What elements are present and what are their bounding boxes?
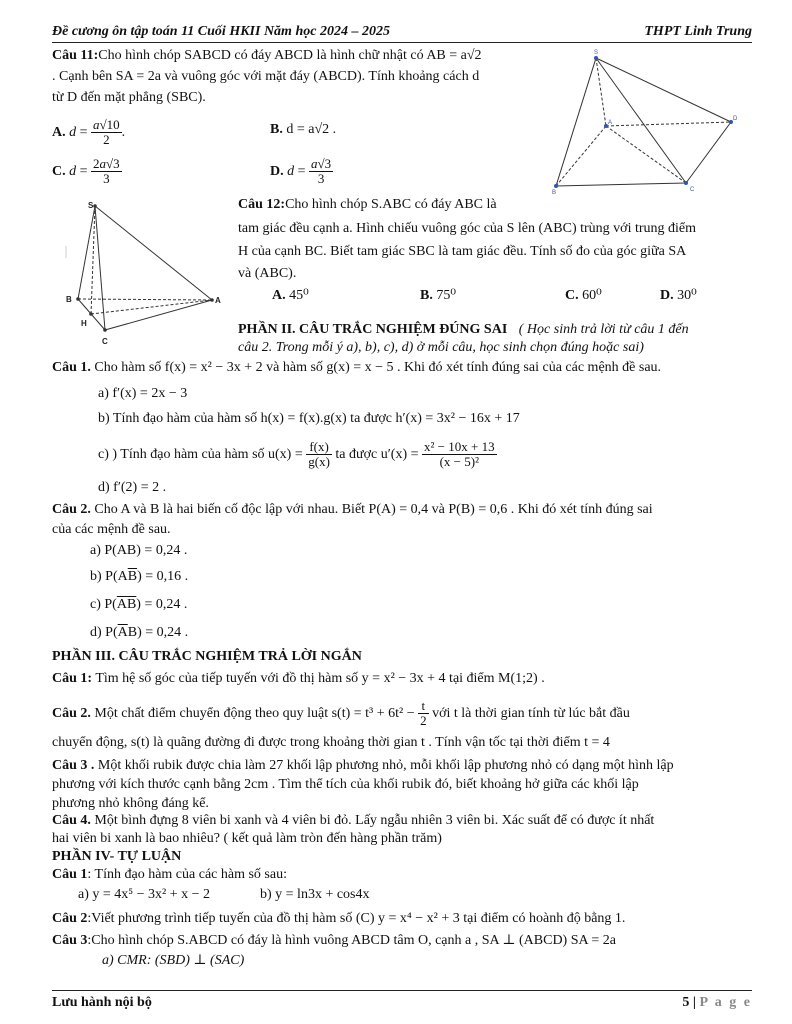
p2-q1-b: b) Tính đạo hàm của hàm số h(x) = f(x).g(x) ta được h′(x) = 3x² − 16x + 17: [98, 411, 520, 426]
part2-heading: PHẦN II. CÂU TRẮC NGHIỆM ĐÚNG SAI ( Học sinh trả lời từ câu 1 đến: [238, 322, 689, 337]
q12-label: Câu 12:: [238, 197, 286, 212]
p3-q2-cont: chuyển động, s(t) là quãng đường đi được trong khoảng thời gian t . Tính vận tốc tại thời điểm t = 4: [52, 735, 610, 750]
part2-title: PHẦN II. CÂU TRẮC NGHIỆM ĐÚNG SAI: [238, 322, 508, 337]
p3-q3: Câu 3 . Một khối rubik được chia làm 27 khối lập phương nhỏ, mỗi khối lập phương nhỏ có dạng một hình lập: [52, 758, 674, 773]
q12-line3: H của cạnh BC. Biết tam giác SBC là tam giác đều. Tính số đo của góc giữa SA: [238, 244, 687, 259]
q12-option-b: B. 75⁰: [420, 288, 456, 303]
p3-q2: Câu 2. Một chất điểm chuyển động theo quy luật s(t) = t³ + 6t² − $\frac{t}{2}$ với t là thời gian tính từ lúc bắt đầu: [52, 698, 630, 729]
p2-q1-stem: Câu 1. Cho hàm số f(x) = x² − 3x + 2 và hàm số g(x) = x − 5 . Khi đó xét tính đúng sai của các mệnh đề sau.: [52, 360, 662, 375]
q12-option-d: D. 30⁰: [660, 288, 697, 303]
q11-option-b: B. d = a√2 .: [270, 122, 337, 137]
p4-q2: Câu 2:Viết phương trình tiếp tuyến của đồ thị hàm số (C) y = x⁴ − x² + 3 tại điểm có hoành độ bằng 1.: [52, 911, 626, 926]
p3-q3-l2: phương với kích thước cạnh bằng 2cm . Tìm thể tích của khối rubik đó, biết khoảng hở giữa các khối lập: [52, 777, 639, 792]
point-b: [554, 184, 558, 188]
p2-q1-c: c) ) Tính đạo hàm của hàm số u(x) = $\frac{f(x)}{g(x)}$ ta được u′(x) = $\frac{\text{x² − 10x + 13}}{\text{(x − 5)²}}$: [98, 439, 495, 470]
label-s: S: [594, 50, 599, 56]
q12-option-a: A. 45⁰: [272, 288, 309, 303]
q11-label: Câu 11:: [52, 48, 99, 63]
p4-q1-a: a) y = 4x⁵ − 3x² + x − 2: [78, 887, 211, 902]
p4-q1: Câu 1: Tính đạo hàm của các hàm số sau:: [52, 867, 287, 882]
p3-q4: Câu 4. Một bình đựng 8 viên bi xanh và 4 viên bi đỏ. Lấy ngẫu nhiên 3 viên bi. Xác suất để có được ít nhất: [52, 813, 655, 828]
part3-title: PHẦN III. CÂU TRẮC NGHIỆM TRẢ LỜI NGẮN: [52, 649, 362, 664]
point-s: [594, 56, 598, 60]
p2-q2-a: a) P(AB) = 0,24 .: [90, 543, 188, 558]
p4-q1-b: b) y = ln3x + cos4x: [260, 887, 370, 902]
q12-line1: Câu 12:Cho hình chóp S.ABC có đáy ABC là: [238, 197, 497, 212]
p3-q4-l2: hai viên bi xanh là bao nhiêu? ( kết quả làm tròn đến hàng phần trăm): [52, 831, 442, 846]
p2-q1-a: a) f′(x) = 2x − 3: [98, 386, 188, 401]
part2-note: câu 2. Trong mỗi ý a), b), c), d) ở mỗi câu, học sinh chọn đúng hoặc sai): [238, 340, 644, 355]
p3-q3-l3: phương nhỏ không đáng kể.: [52, 796, 209, 811]
label-a: A: [608, 120, 613, 126]
p2-q2-stem2: của các mệnh đề sau.: [52, 522, 171, 537]
page-footer: [52, 990, 752, 1010]
point-c: [684, 181, 688, 185]
label-a: A: [215, 296, 221, 305]
header-school: THPT Linh Trung: [644, 24, 752, 39]
p3-q1: Câu 1: Tìm hệ số góc của tiếp tuyến với đồ thị hàm số y = x² − 3x + 4 tại điểm M(1;2) .: [52, 671, 545, 686]
p2-q1-d: d) f′(2) = 2 .: [98, 480, 167, 495]
q11-line3: từ D đến mặt phẳng (SBC).: [52, 90, 206, 105]
part4-title: PHẦN IV- TỰ LUẬN: [52, 849, 182, 864]
q11-line1: Câu 11:Cho hình chóp SABCD có đáy ABCD là hình chữ nhật có AB = a√2: [52, 48, 482, 63]
q12-line4: và (ABC).: [238, 266, 297, 281]
pyramid-sabcd-figure: [548, 48, 748, 196]
label-h: H: [81, 319, 87, 328]
p2-q2-b: b) $P(A\overline{B}) = 0,16$ .: [90, 569, 189, 584]
p4-q3: Câu 3:Cho hình chóp S.ABCD có đáy là hình vuông ABCD tâm O, cạnh a , SA ⊥ (ABCD) SA = 2a: [52, 933, 616, 948]
header-title: Đề cương ôn tập toán 11 Cuối HKII Năm học 2024 – 2025: [52, 24, 390, 39]
label-b: B: [66, 295, 72, 304]
p2-q2-stem: Câu 2. Cho A và B là hai biến cố độc lập với nhau. Biết P(A) = 0,4 và P(B) = 0,6 . Khi đó xét tính đúng sai: [52, 502, 653, 517]
label-c: C: [690, 187, 695, 193]
p2-q2-d: d) $P(\overline{A}B) = 0,24$ .: [90, 625, 189, 640]
p4-q3-a: a) CMR: (SBD) ⊥ (SAC): [102, 953, 245, 968]
page-number: 5 | P a g e: [682, 995, 752, 1010]
footer-note: Lưu hành nội bộ: [52, 995, 152, 1010]
label-s: S: [88, 201, 94, 210]
q11-line2: . Cạnh bên SA = 2a và vuông góc với mặt đáy (ABCD). Tính khoảng cách d: [52, 69, 480, 84]
q11-option-d: D. d = $\frac{a√3}{3}$: [270, 156, 332, 187]
p2-q2-c: c) $P(\overline{A}\overline{B}) = 0,24$ .: [90, 597, 188, 612]
label-b: B: [552, 190, 557, 196]
pyramid-sabc-figure: [60, 196, 230, 346]
q12-line2: tam giác đều cạnh a. Hình chiếu vuông góc của S lên (ABC) trùng với trung điểm: [238, 221, 697, 236]
q11-option-a: A. d = $\frac{a√10}{2}$ .: [52, 117, 126, 148]
label-c: C: [102, 337, 108, 346]
page-header: [52, 24, 752, 43]
q11-option-c: C. d = $\frac{2a√3}{3}$: [52, 156, 120, 187]
q12-option-c: C. 60⁰: [565, 288, 602, 303]
label-d: D: [733, 116, 738, 122]
